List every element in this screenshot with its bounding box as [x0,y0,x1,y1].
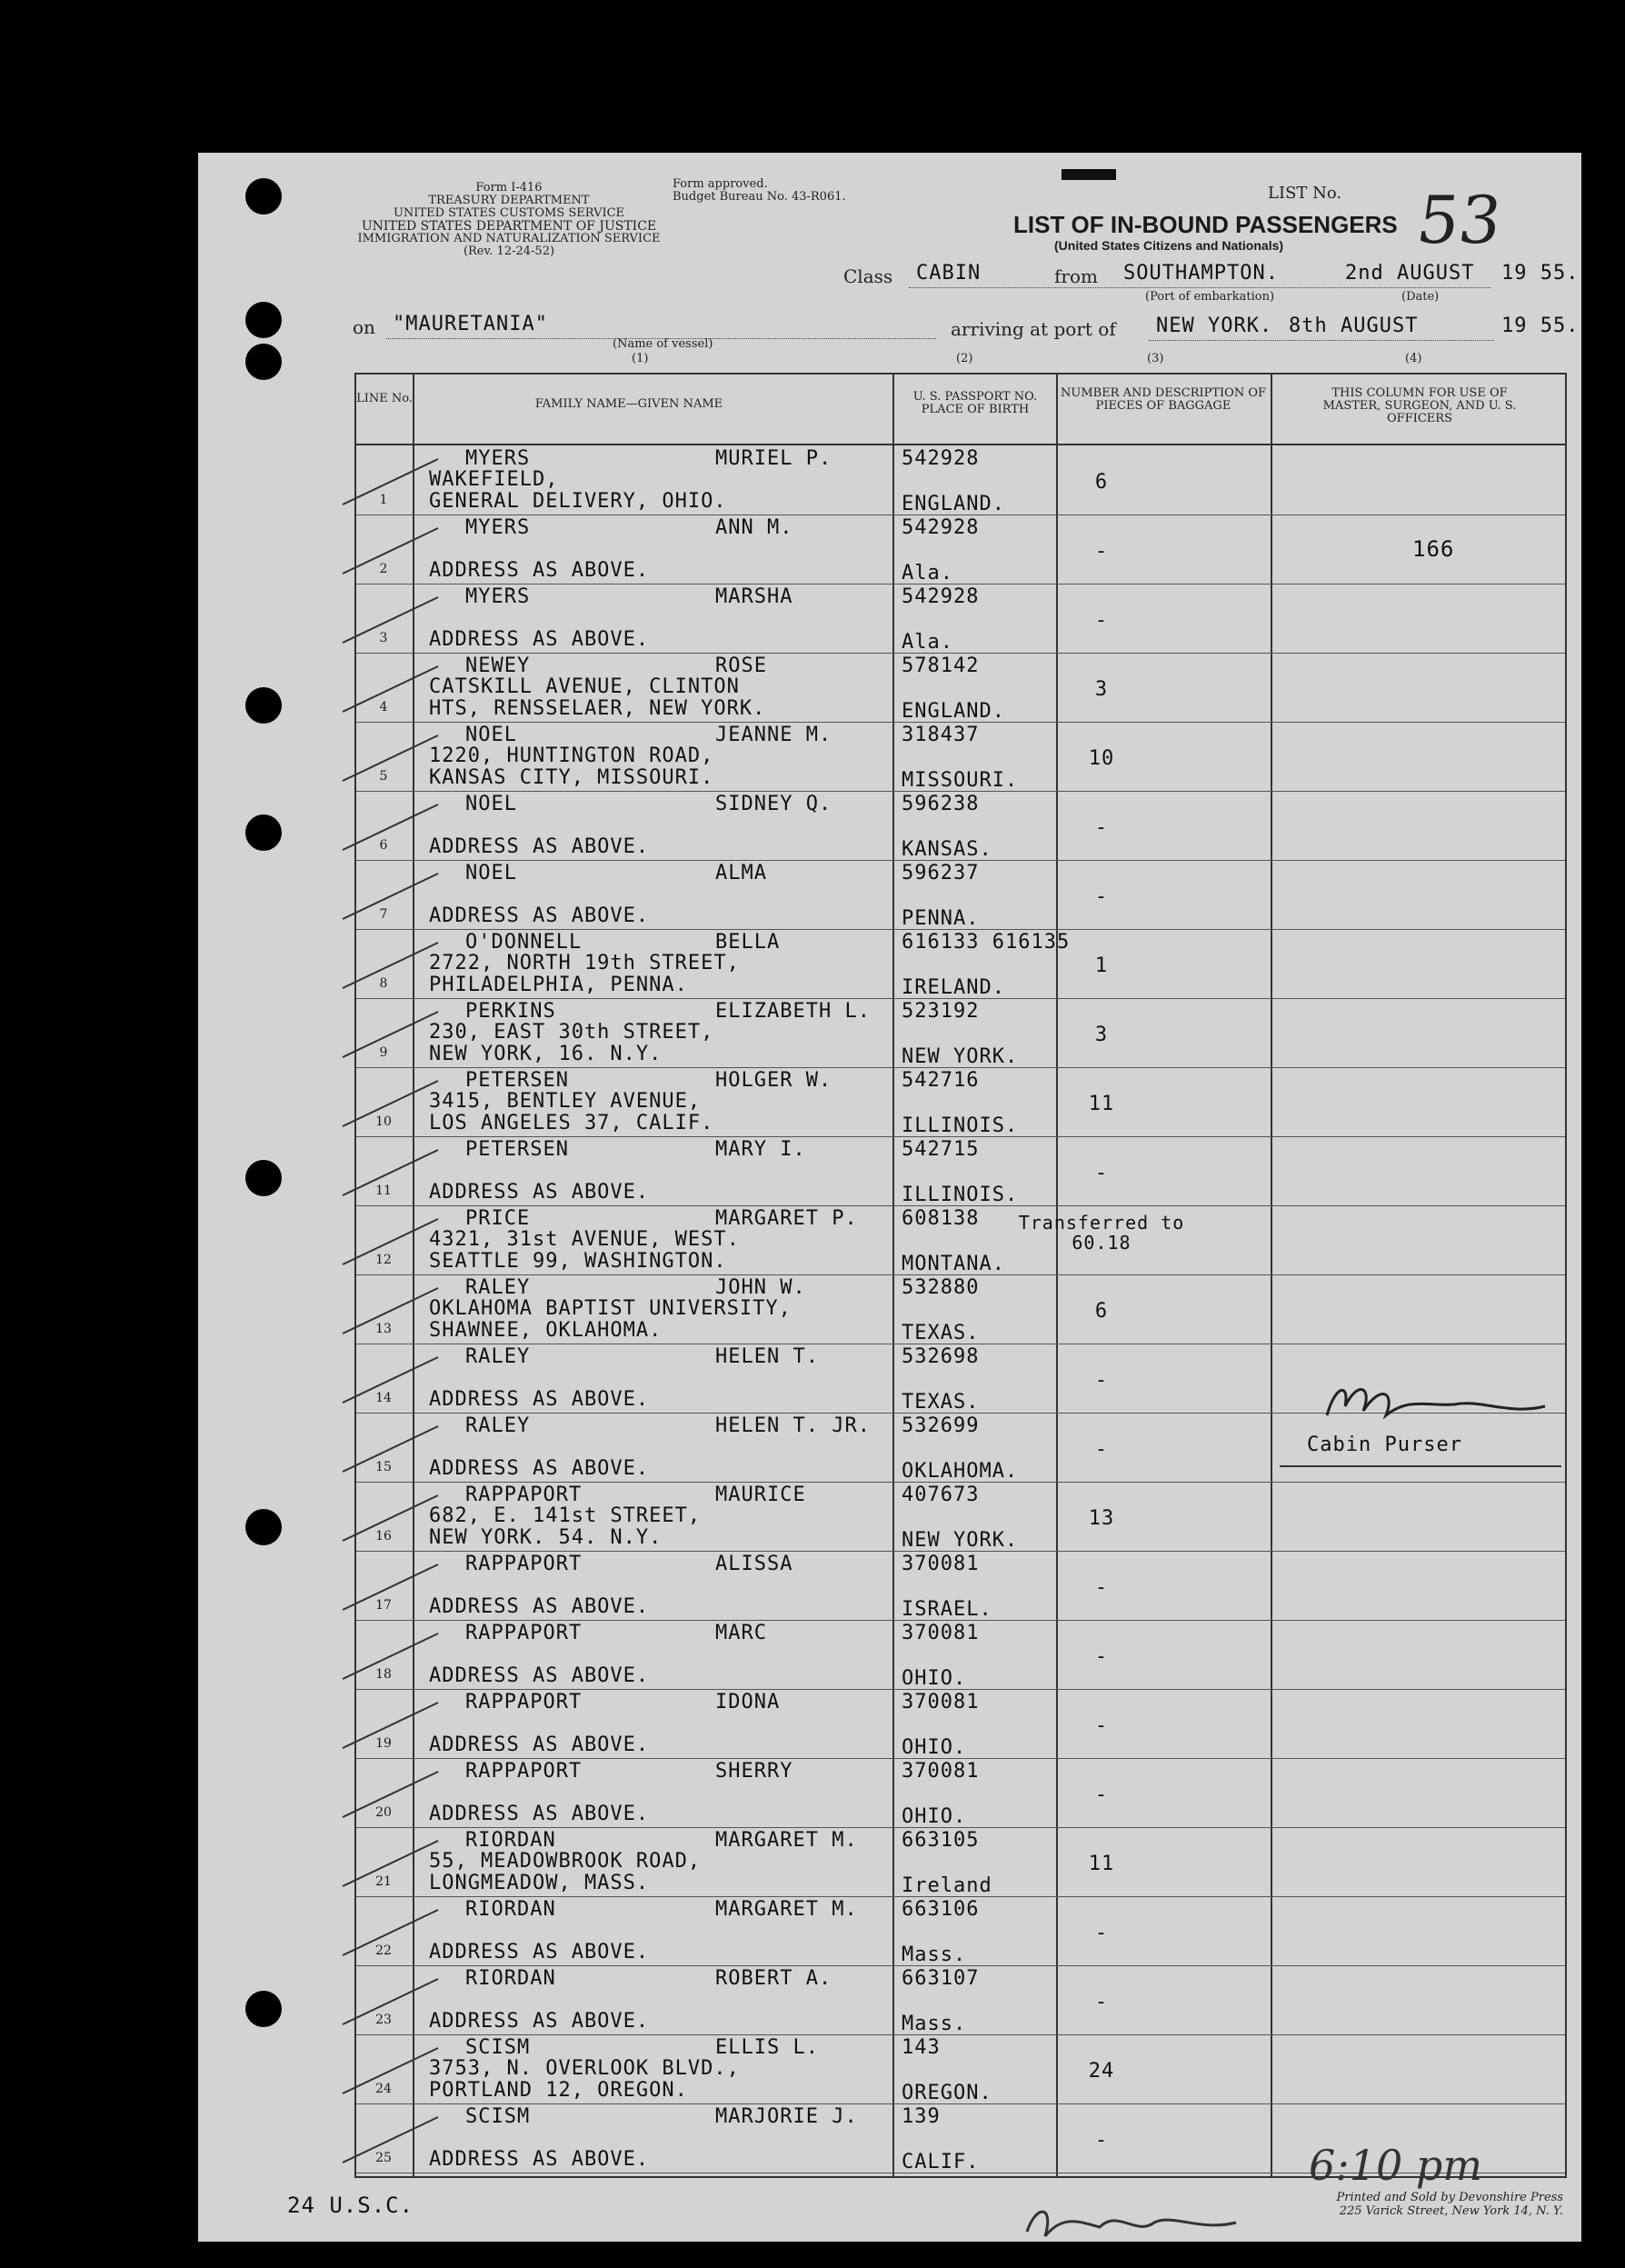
check-mark-icon [338,800,447,854]
baggage-count: - [1094,1162,1109,1184]
passport-number: 143 [902,2036,941,2059]
address-line-1: WAKEFIELD, [429,468,559,491]
header-passport: U. S. PASSPORT NO. PLACE OF BIRTH [912,390,1038,416]
passport-number: 370081 [902,1622,980,1644]
header-baggage: NUMBER AND DESCRIPTION OF PIECES OF BAGGAGE [1061,386,1267,413]
line-number: 11 [375,1184,392,1198]
line-number: 6 [379,838,388,853]
check-mark-icon [338,869,447,924]
address-line-2: GENERAL DELIVERY, OHIO. [429,490,727,513]
address-line-2: ADDRESS AS ABOVE. [429,1181,650,1204]
col-marker-1: (1) [632,352,649,365]
punch-hole [245,814,282,851]
line-number: 23 [375,2013,392,2027]
col-marker-3: (3) [1147,352,1164,365]
address-line-2: ADDRESS AS ABOVE. [429,1664,650,1687]
table-row [356,1896,1565,1966]
given-name: ALMA [715,862,767,884]
baggage-count: - [1094,1991,1109,2013]
given-name: SHERRY [715,1760,793,1783]
check-mark-icon [338,1491,447,1545]
given-name: HELEN T. [715,1345,819,1368]
check-mark-icon [338,1007,447,1062]
passport-number: 596238 [902,793,980,815]
check-mark-icon [338,1145,447,1200]
place-of-birth: OHIO. [902,1736,967,1759]
check-mark-icon [338,938,447,993]
check-mark-icon [338,1422,447,1476]
family-name: RIORDAN [465,1967,556,1990]
check-mark-icon [338,1284,447,1338]
punch-hole [245,687,282,724]
line-number: 1 [379,493,388,507]
family-name: RIORDAN [465,1898,556,1921]
family-name: SCISM [465,2105,531,2128]
baggage-count: 1 [1094,954,1109,977]
table-row [356,1274,1565,1344]
family-name: NOEL [465,862,517,884]
address-line-2: ADDRESS AS ABOVE. [429,1803,650,1825]
address-line-2: ADDRESS AS ABOVE. [429,559,650,582]
passport-number: 370081 [902,1691,980,1713]
address-line-1: 2722, NORTH 19th STREET, [429,952,740,974]
baggage-count: 11 [1088,1853,1115,1875]
statute-reference: 24 U.S.C. [287,2193,414,2218]
table-row [356,515,1565,584]
passport-number: 608138 [902,1207,980,1230]
passport-number: 663107 [902,1967,980,1990]
address-line-2: SEATTLE 99, WASHINGTON. [429,1250,727,1273]
baggage-count: - [1094,1438,1109,1461]
baggage-count: 6 [1094,471,1109,494]
given-name: MARGARET M. [715,1829,858,1852]
passport-number: 370081 [902,1760,980,1783]
list-number: 53 [1412,182,1507,258]
header-name: FAMILY NAME—GIVEN NAME [534,397,723,411]
stamp-number: 166 [1412,536,1455,562]
passport-number: 542928 [902,516,980,539]
family-name: RAPPAPORT [465,1484,583,1506]
place-of-birth: OHIO. [902,1667,967,1690]
line-number: 2 [379,562,388,576]
check-mark-icon [338,662,447,716]
baggage-count: - [1094,609,1109,632]
given-name: MAURICE [715,1484,806,1506]
check-mark-icon [338,1974,447,2029]
address-line-1: CATSKILL AVENUE, CLINTON [429,675,740,698]
punch-hole [245,178,282,215]
line-number: 17 [375,1598,392,1613]
place-of-birth: IRELAND. [902,976,1005,999]
family-name: RAPPAPORT [465,1553,583,1575]
given-name: ELLIS L. [715,2036,819,2059]
baggage-count: - [1094,1714,1109,1737]
address-line-2: ADDRESS AS ABOVE. [429,628,650,651]
place-of-birth: OHIO. [902,1805,967,1828]
place-of-birth: ENGLAND. [902,493,1005,515]
place-of-birth: CALIF. [902,2151,980,2173]
col-marker-2: (2) [956,352,973,365]
line-number: 19 [375,1736,392,1751]
class-value: CABIN [916,262,982,285]
arrival-rule [1149,340,1494,341]
check-mark-icon [338,1076,447,1131]
agency-block [345,182,673,258]
purser-signature [1309,1379,1563,1437]
check-mark-icon [338,1698,447,1753]
treasury-dept: TREASURY DEPARTMENT [428,194,590,207]
table-row [356,584,1565,654]
family-name: MYERS [465,585,531,608]
place-of-birth: ILLINOIS. [902,1114,1019,1137]
form-number: Form I-416 [475,181,543,195]
given-name: ROSE [715,654,767,677]
place-of-birth: Ala. [902,631,953,654]
baggage-count: 3 [1094,678,1109,701]
baggage-count: 3 [1094,1024,1109,1046]
address-line-2: NEW YORK, 16. N.Y. [429,1043,663,1065]
address-line-1: 4321, 31st AVENUE, WEST. [429,1228,740,1251]
col-marker-4: (4) [1405,352,1422,365]
line-number: 3 [379,631,388,645]
passport-number: 663106 [902,1898,980,1921]
embark-caption: (Port of embarkation) [1145,290,1275,304]
passport-number: 532699 [902,1414,980,1437]
family-name: MYERS [465,447,531,470]
passport-number: 542928 [902,447,980,470]
given-name: ELIZABETH L. [715,1000,871,1023]
given-name: MARY I. [715,1138,806,1161]
table-row [356,1620,1565,1690]
address-line-1: 230, EAST 30th STREET, [429,1021,714,1044]
place-of-birth: PENNA. [902,907,980,930]
given-name: HOLGER W. [715,1069,832,1092]
date-caption: (Date) [1401,290,1440,304]
header-officers: THIS COLUMN FOR USE OF MASTER, SURGEON, AND U. S. OFFICERS [1322,386,1517,425]
place-of-birth: OKLAHOMA. [902,1460,1019,1483]
table-row [356,1551,1565,1621]
place-of-birth: Ireland [902,1874,992,1897]
address-line-2: ADDRESS AS ABOVE. [429,1733,650,1756]
check-mark-icon [338,593,447,647]
baggage-count: Transferred to 60.18 [1018,1212,1185,1254]
punch-hole [245,344,282,380]
family-name: RAPPAPORT [465,1760,583,1783]
baggage-count: 24 [1088,2060,1115,2083]
baggage-count: 10 [1088,747,1115,770]
address-line-2: ADDRESS AS ABOVE. [429,835,650,858]
table-row [356,2034,1565,2104]
arriving-label: arriving at port of [951,318,1116,340]
place-of-birth: Mass. [902,1943,967,1966]
vessel-caption: (Name of vessel) [613,337,713,351]
address-line-2: PHILADELPHIA, PENNA. [429,974,688,996]
place-of-birth: MISSOURI. [902,769,1019,792]
check-mark-icon [338,1767,447,1822]
on-label: on [353,316,375,338]
place-of-birth: MONTANA. [902,1253,1005,1275]
address-line-1: 1220, HUNTINGTON ROAD, [429,744,714,767]
approval-block [673,178,863,204]
given-name: MARJORIE J. [715,2105,858,2128]
place-of-birth: TEXAS. [902,1322,980,1344]
time-note: 6:10 pm [1309,2141,1482,2190]
baggage-count: - [1094,885,1109,908]
table-row [356,1827,1565,1897]
baggage-count: 13 [1088,1507,1115,1530]
address-line-2: NEW YORK. 54. N.Y. [429,1526,663,1549]
list-label: LIST No. [1268,184,1342,203]
table-row [356,722,1565,792]
line-number: 20 [375,1805,392,1820]
passenger-table [354,373,1567,2178]
line-number: 16 [375,1529,392,1544]
handwritten-scrawl [1018,2195,1245,2253]
address-line-1: 55, MEADOWBROOK ROAD, [429,1850,702,1873]
address-line-1: 3415, BENTLEY AVENUE, [429,1090,702,1113]
check-mark-icon [338,2113,447,2167]
given-name: MARC [715,1622,767,1644]
line-number: 14 [375,1391,392,1405]
address-line-2: LOS ANGELES 37, CALIF. [429,1112,714,1134]
line-number: 12 [375,1253,392,1267]
punch-hole [245,1160,282,1196]
passport-number: 578142 [902,654,980,677]
check-mark-icon [338,731,447,785]
given-name: JOHN W. [715,1276,806,1299]
baggage-count: - [1094,816,1109,839]
table-row [356,653,1565,723]
given-name: SIDNEY Q. [715,793,832,815]
table-row [356,1758,1565,1828]
family-name: RIORDAN [465,1829,556,1852]
family-name: RAPPAPORT [465,1622,583,1644]
baggage-count: - [1094,1645,1109,1668]
address-line-2: KANSAS CITY, MISSOURI. [429,766,714,789]
place-of-birth: OREGON. [902,2082,992,2104]
punch-hole [245,302,282,338]
family-name: NOEL [465,793,517,815]
given-name: ALISSA [715,1553,793,1575]
line-number: 4 [379,700,388,714]
given-name: MARSHA [715,585,793,608]
ins-service: IMMIGRATION AND NATURALIZATION SERVICE [357,232,661,245]
line-number: 10 [375,1114,392,1129]
printer-credit [1309,2191,1563,2218]
baggage-count: - [1094,1922,1109,1944]
arrival-year: 19 55. [1501,315,1580,337]
place-of-birth: ISRAEL. [902,1598,992,1621]
given-name: ANN M. [715,516,793,539]
passport-number: 663105 [902,1829,980,1852]
address-line-2: LONGMEADOW, MASS. [429,1872,650,1894]
baggage-count: 6 [1094,1300,1109,1323]
passport-number: 523192 [902,1000,980,1023]
table-row [356,998,1565,1068]
family-name: NEWEY [465,654,531,677]
table-row [356,1689,1565,1759]
passport-number: 542716 [902,1069,980,1092]
line-number: 21 [375,1874,392,1889]
header-line-no: LINE No. [356,392,413,405]
baggage-count: - [1094,1783,1109,1806]
line-number: 18 [375,1667,392,1682]
address-line-1: 682, E. 141st STREET, [429,1504,702,1527]
table-row [356,929,1565,999]
table-row [356,791,1565,861]
line-number: 8 [379,976,388,991]
address-line-2: ADDRESS AS ABOVE. [429,1388,650,1411]
table-row [356,1205,1565,1275]
baggage-count: - [1094,540,1109,563]
check-mark-icon [338,1353,447,1407]
family-name: PETERSEN [465,1069,569,1092]
given-name: IDONA [715,1691,781,1713]
arrival-port: NEW YORK. [1156,315,1273,337]
check-mark-icon [338,1214,447,1269]
given-name: MARGARET P. [715,1207,858,1230]
place-of-birth: TEXAS. [902,1391,980,1414]
family-name: SCISM [465,2036,531,2059]
revision: (Rev. 12-24-52) [463,245,555,258]
line-number: 24 [375,2082,392,2096]
place-of-birth: ILLINOIS. [902,1184,1019,1206]
table-row [356,1965,1565,2035]
punch-hole [245,1509,282,1545]
table-row [356,1136,1565,1206]
passport-number: 318437 [902,724,980,746]
baggage-count: - [1094,1576,1109,1599]
baggage-count: - [1094,1369,1109,1392]
passport-number: 542928 [902,585,980,608]
family-name: NOEL [465,724,517,746]
embarkation-date: 2nd AUGUST [1345,262,1475,285]
scrawl-icon [1018,2195,1245,2250]
address-line-1: 3753, N. OVERLOOK BLVD., [429,2057,740,2080]
baggage-count: - [1094,2129,1109,2152]
line-number: 22 [375,1943,392,1958]
address-line-2: ADDRESS AS ABOVE. [429,2010,650,2033]
approval-line: Form approved. [673,177,768,191]
port-of-embarkation: SOUTHAMPTON. [1123,262,1279,285]
class-label: Class [843,265,893,287]
address-line-2: PORTLAND 12, OREGON. [429,2079,688,2102]
passport-number: 370081 [902,1553,980,1575]
given-name: BELLA [715,931,781,954]
table-row [356,1067,1565,1137]
address-line-2: ADDRESS AS ABOVE. [429,904,650,927]
family-name: RAPPAPORT [465,1691,583,1713]
place-of-birth: Mass. [902,2013,967,2035]
line-number: 15 [375,1460,392,1474]
top-mark [1062,169,1116,180]
given-name: MURIEL P. [715,447,832,470]
printer-address: 225 Varick Street, New York 14, N. Y. [1339,2204,1563,2218]
check-mark-icon [338,524,447,578]
passport-number: 616133 616135 [902,931,1071,954]
embarkation-year: 19 55. [1501,262,1580,285]
check-mark-icon [338,1836,447,1891]
form-subtitle: (United States Citizens and Nationals) [1054,238,1284,253]
line-number: 13 [375,1322,392,1336]
passport-number: 542715 [902,1138,980,1161]
family-name: PERKINS [465,1000,556,1023]
table-row [356,1482,1565,1552]
line-number: 5 [379,769,388,784]
address-line-2: ADDRESS AS ABOVE. [429,1457,650,1480]
embark-rule [909,287,1490,288]
table-body [356,445,1565,2173]
arrival-date: 8th AUGUST [1289,315,1419,337]
customs-service: UNITED STATES CUSTOMS SERVICE [393,206,625,220]
address-line-2: ADDRESS AS ABOVE. [429,1941,650,1963]
family-name: O'DONNELL [465,931,583,954]
check-mark-icon [338,1560,447,1614]
purser-rule [1280,1465,1561,1467]
family-name: MYERS [465,516,531,539]
place-of-birth: NEW YORK. [902,1045,1019,1068]
place-of-birth: Ala. [902,562,953,584]
line-number: 25 [375,2151,392,2165]
vessel-name: "MAURETANIA" [393,313,548,335]
table-row [356,445,1565,515]
address-line-2: HTS, RENSSELAER, NEW YORK. [429,697,766,720]
form-title: LIST OF IN-BOUND PASSENGERS [1013,211,1398,238]
place-of-birth: ENGLAND. [902,700,1005,723]
line-number: 7 [379,907,388,922]
family-name: PRICE [465,1207,531,1230]
passport-number: 139 [902,2105,941,2128]
family-name: RALEY [465,1276,531,1299]
passport-number: 532698 [902,1345,980,1368]
budget-bureau: Budget Bureau No. 43-R061. [673,190,846,204]
purser-title: Cabin Purser [1307,1434,1462,1456]
place-of-birth: NEW YORK. [902,1529,1019,1552]
place-of-birth: KANSAS. [902,838,992,861]
address-line-2: ADDRESS AS ABOVE. [429,2148,650,2171]
family-name: RALEY [465,1414,531,1437]
passport-number: 532880 [902,1276,980,1299]
justice-dept: UNITED STATES DEPARTMENT OF JUSTICE [361,219,657,234]
line-number: 9 [379,1045,388,1060]
check-mark-icon [338,2043,447,2098]
table-row [356,860,1565,930]
printer-name: Printed and Sold by Devonshire Press [1336,2191,1563,2204]
address-line-2: SHAWNEE, OKLAHOMA. [429,1319,663,1342]
given-name: JEANNE M. [715,724,832,746]
address-line-1: OKLAHOMA BAPTIST UNIVERSITY, [429,1297,792,1320]
check-mark-icon [338,1905,447,1960]
passport-number: 596237 [902,862,980,884]
given-name: HELEN T. JR. [715,1414,871,1437]
address-line-2: ADDRESS AS ABOVE. [429,1595,650,1618]
given-name: ROBERT A. [715,1967,832,1990]
baggage-count: 11 [1088,1093,1115,1115]
from-label: from [1054,265,1098,287]
punch-hole [245,1991,282,2027]
passport-number: 407673 [902,1484,980,1506]
given-name: MARGARET M. [715,1898,858,1921]
signature-icon [1309,1379,1563,1434]
family-name: PETERSEN [465,1138,569,1161]
check-mark-icon [338,1629,447,1684]
check-mark-icon [338,455,447,509]
family-name: RALEY [465,1345,531,1368]
